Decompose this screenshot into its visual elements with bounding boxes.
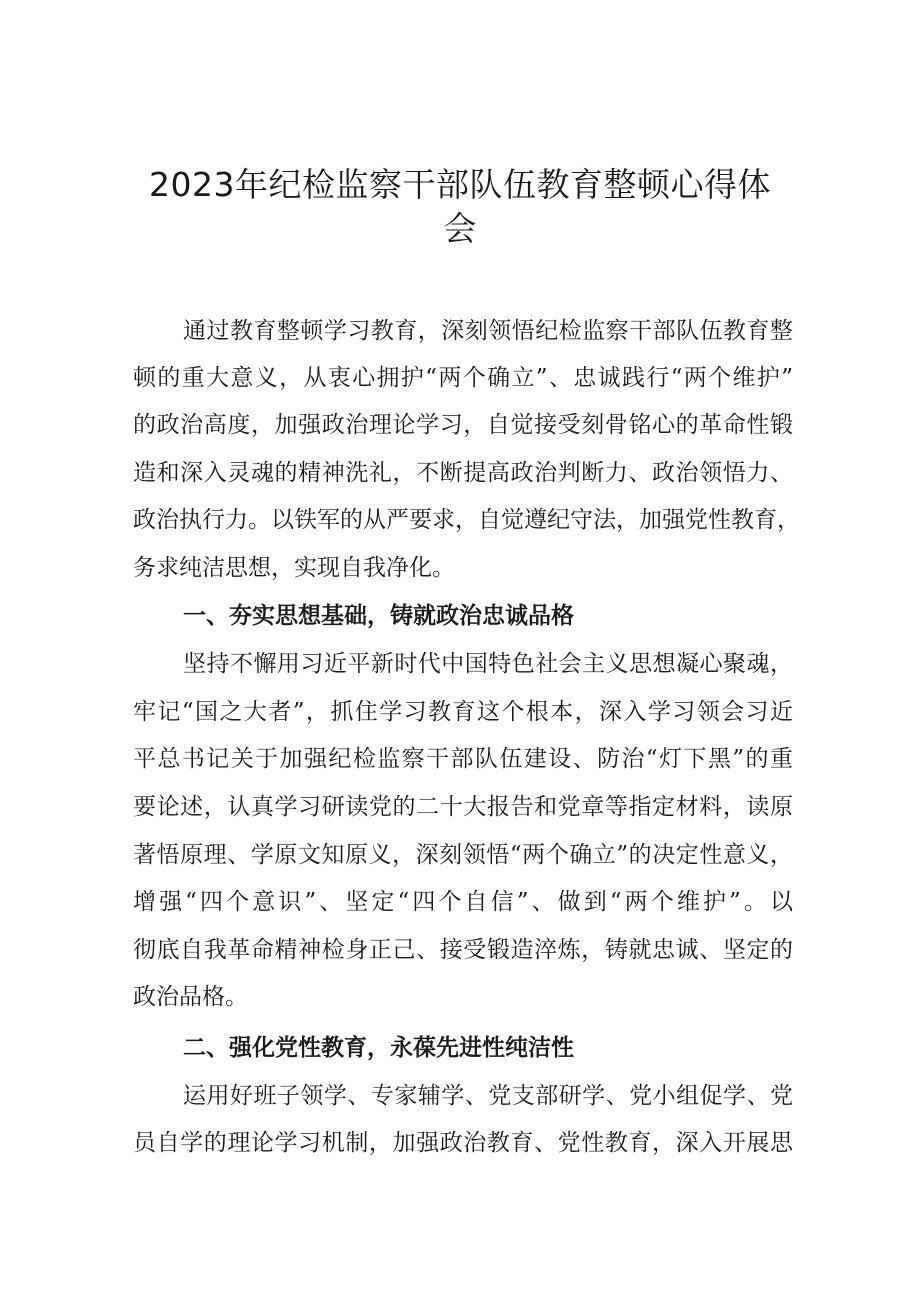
section-2-line: 运用好班子领学、专家辅学、党支部研学、党小组促学、党 — [183, 1083, 793, 1109]
document-title-line-2: 会 — [443, 209, 477, 248]
section-1-line: 坚持不懈用习近平新时代中国特色社会主义思想凝心聚魂， — [183, 651, 793, 677]
intro-line: 务求纯洁思想，实现自我净化。 — [133, 555, 455, 581]
section-1-line: 要论述，认真学习研读党的二十大报告和党章等指定材料，读原 — [133, 794, 793, 820]
intro-line: 政治执行力。以铁军的从严要求，自觉遵纪守法，加强党性教育， — [133, 507, 800, 533]
section-2-line: 员自学的理论学习机制，加强政治教育、党性教育，深入开展思 — [133, 1130, 793, 1156]
section-1-line: 政治品格。 — [133, 984, 248, 1010]
document-title-line-1: 2023年纪检监察干部队伍教育整顿心得体 — [149, 165, 771, 204]
section-1-line: 彻底自我革命精神检身正己、接受锻造淬炼，铸就忠诚、坚定的 — [133, 937, 793, 963]
section-2-heading: 二、强化党性教育，永葆先进性纯洁性 — [183, 1035, 574, 1061]
section-1-line: 增强“四个意识”、坚定“四个自信”、做到“两个维护”。以 — [133, 889, 793, 915]
intro-line: 造和深入灵魂的精神洗礼，不断提高政治判断力、政治领悟力、 — [133, 460, 793, 486]
section-1-heading: 一、夯实思想基础，铸就政治忠诚品格 — [183, 603, 574, 629]
intro-line: 顿的重大意义，从衷心拥护“两个确立”、忠诚践行“两个维护” — [133, 365, 793, 391]
intro-line: 通过教育整顿学习教育，深刻领悟纪检监察干部队伍教育整 — [183, 318, 793, 344]
intro-line: 的政治高度，加强政治理论学习，自觉接受刻骨铭心的革命性锻 — [133, 412, 793, 438]
section-1-line: 著悟原理、学原文知原义，深刻领悟“两个确立”的决定性意义， — [133, 842, 793, 868]
section-1-line: 牢记“国之大者”，抓住学习教育这个根本，深入学习领会习近 — [133, 699, 793, 725]
section-1-line: 平总书记关于加强纪检监察干部队伍建设、防治“灯下黑”的重 — [133, 746, 793, 772]
